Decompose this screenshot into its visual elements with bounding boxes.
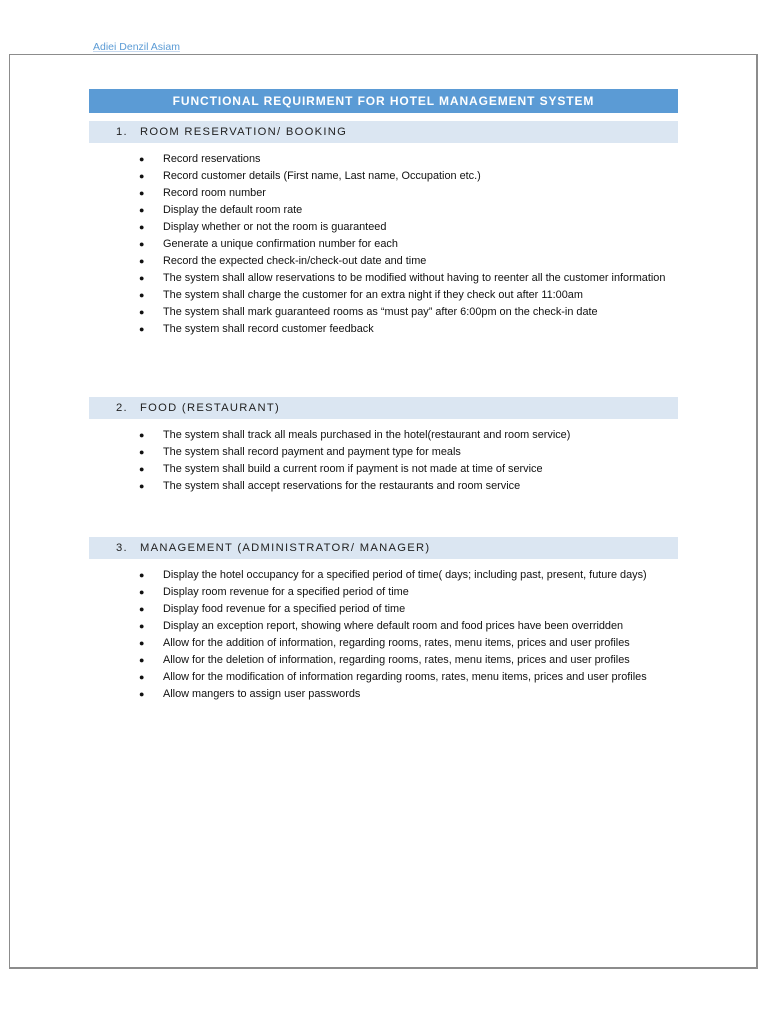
bullet-icon: ● — [139, 672, 145, 682]
bullet-icon: ● — [139, 324, 145, 334]
bullet-icon: ● — [139, 604, 145, 614]
list-item — [136, 567, 676, 584]
list-item-text: Display the hotel occupancy for a specified period of time( days; including past, present, future days) — [163, 569, 647, 581]
list-item-text: The system shall build a current room if payment is not made at time of service — [163, 463, 543, 475]
bullet-icon: ● — [139, 205, 145, 215]
section-header-management — [89, 537, 678, 559]
bullet-icon: ● — [139, 290, 145, 300]
list-item — [136, 635, 676, 652]
list-item — [136, 202, 676, 219]
list-item-text: Allow for the addition of information, regarding rooms, rates, menu items, prices and user profiles — [163, 637, 630, 649]
section-number: 3. — [116, 542, 128, 554]
list-item-text: The system shall charge the customer for an extra night if they check out after 11:00am — [163, 289, 583, 301]
bullet-icon: ● — [139, 171, 145, 181]
list-item-text: The system shall record payment and payment type for meals — [163, 446, 461, 458]
bullet-icon: ● — [139, 481, 145, 491]
section-number: 1. — [116, 126, 128, 138]
bullet-icon: ● — [139, 188, 145, 198]
list-item-text: Display whether or not the room is guaranteed — [163, 221, 387, 233]
list-item — [136, 168, 676, 185]
bullet-icon: ● — [139, 222, 145, 232]
list-item — [136, 652, 676, 669]
list-item — [136, 669, 676, 686]
list-item — [136, 601, 676, 618]
section-heading: FOOD (RESTAURANT) — [140, 402, 280, 414]
list-item — [136, 236, 676, 253]
list-item — [136, 427, 676, 444]
bullet-icon: ● — [139, 447, 145, 457]
list-item-text: The system shall record customer feedback — [163, 323, 374, 335]
list-item — [136, 219, 676, 236]
list-item-text: Allow for the deletion of information, regarding rooms, rates, menu items, prices and user profiles — [163, 654, 630, 666]
bullet-icon: ● — [139, 307, 145, 317]
list-item-text: Record customer details (First name, Last name, Occupation etc.) — [163, 170, 481, 182]
bullet-icon: ● — [139, 587, 145, 597]
author-name[interactable]: Adiei Denzil Asiam — [93, 41, 180, 53]
section-heading: MANAGEMENT (ADMINISTRATOR/ MANAGER) — [140, 542, 431, 554]
list-item-text: Record the expected check-in/check-out date and time — [163, 255, 427, 267]
section-number: 2. — [116, 402, 128, 414]
list-item-text: Record reservations — [163, 153, 261, 165]
list-item — [136, 584, 676, 601]
document-title: FUNCTIONAL REQUIRMENT FOR HOTEL MANAGEMENT SYSTEM — [89, 89, 678, 113]
list-item-text: Display the default room rate — [163, 204, 303, 216]
list-item — [136, 304, 676, 321]
bullet-icon: ● — [139, 621, 145, 631]
list-item-text: Display an exception report, showing where default room and food prices have been overridden — [163, 620, 624, 632]
list-item-text: Generate a unique confirmation number for each — [163, 238, 398, 250]
food-list — [136, 427, 676, 495]
list-item — [136, 444, 676, 461]
bullet-icon: ● — [139, 273, 145, 283]
bullet-icon: ● — [139, 570, 145, 580]
management-list — [136, 567, 676, 703]
bullet-icon: ● — [139, 689, 145, 699]
bullet-icon: ● — [139, 638, 145, 648]
list-item-text: The system shall track all meals purchased in the hotel(restaurant and room service) — [163, 429, 571, 441]
list-item — [136, 185, 676, 202]
bullet-icon: ● — [139, 430, 145, 440]
list-item-text: The system shall allow reservations to be modified without having to reenter all the customer information — [163, 272, 666, 284]
list-item-text: Allow mangers to assign user passwords — [163, 688, 361, 700]
list-item — [136, 253, 676, 270]
list-item-text: The system shall mark guaranteed rooms as “must pay” after 6:00pm on the check-in date — [163, 306, 598, 318]
list-item-text: The system shall accept reservations for the restaurants and room service — [163, 480, 521, 492]
list-item — [136, 287, 676, 304]
list-item — [136, 686, 676, 703]
list-item — [136, 478, 676, 495]
bullet-icon: ● — [139, 655, 145, 665]
list-item — [136, 321, 676, 338]
list-item — [136, 270, 676, 287]
list-item-text: Display food revenue for a specified period of time — [163, 603, 406, 615]
bullet-icon: ● — [139, 154, 145, 164]
list-item-text: Allow for the modification of information regarding rooms, rates, menu items, prices and user profiles — [163, 671, 647, 683]
list-item — [136, 618, 676, 635]
room-reservation-list — [136, 151, 676, 338]
list-item — [136, 151, 676, 168]
bullet-icon: ● — [139, 464, 145, 474]
section-header-room-reservation — [89, 121, 678, 143]
section-heading: ROOM RESERVATION/ BOOKING — [140, 126, 348, 138]
bullet-icon: ● — [139, 256, 145, 266]
section-header-food — [89, 397, 678, 419]
list-item-text: Record room number — [163, 187, 266, 199]
bullet-icon: ● — [139, 239, 145, 249]
list-item — [136, 461, 676, 478]
list-item-text: Display room revenue for a specified period of time — [163, 586, 409, 598]
